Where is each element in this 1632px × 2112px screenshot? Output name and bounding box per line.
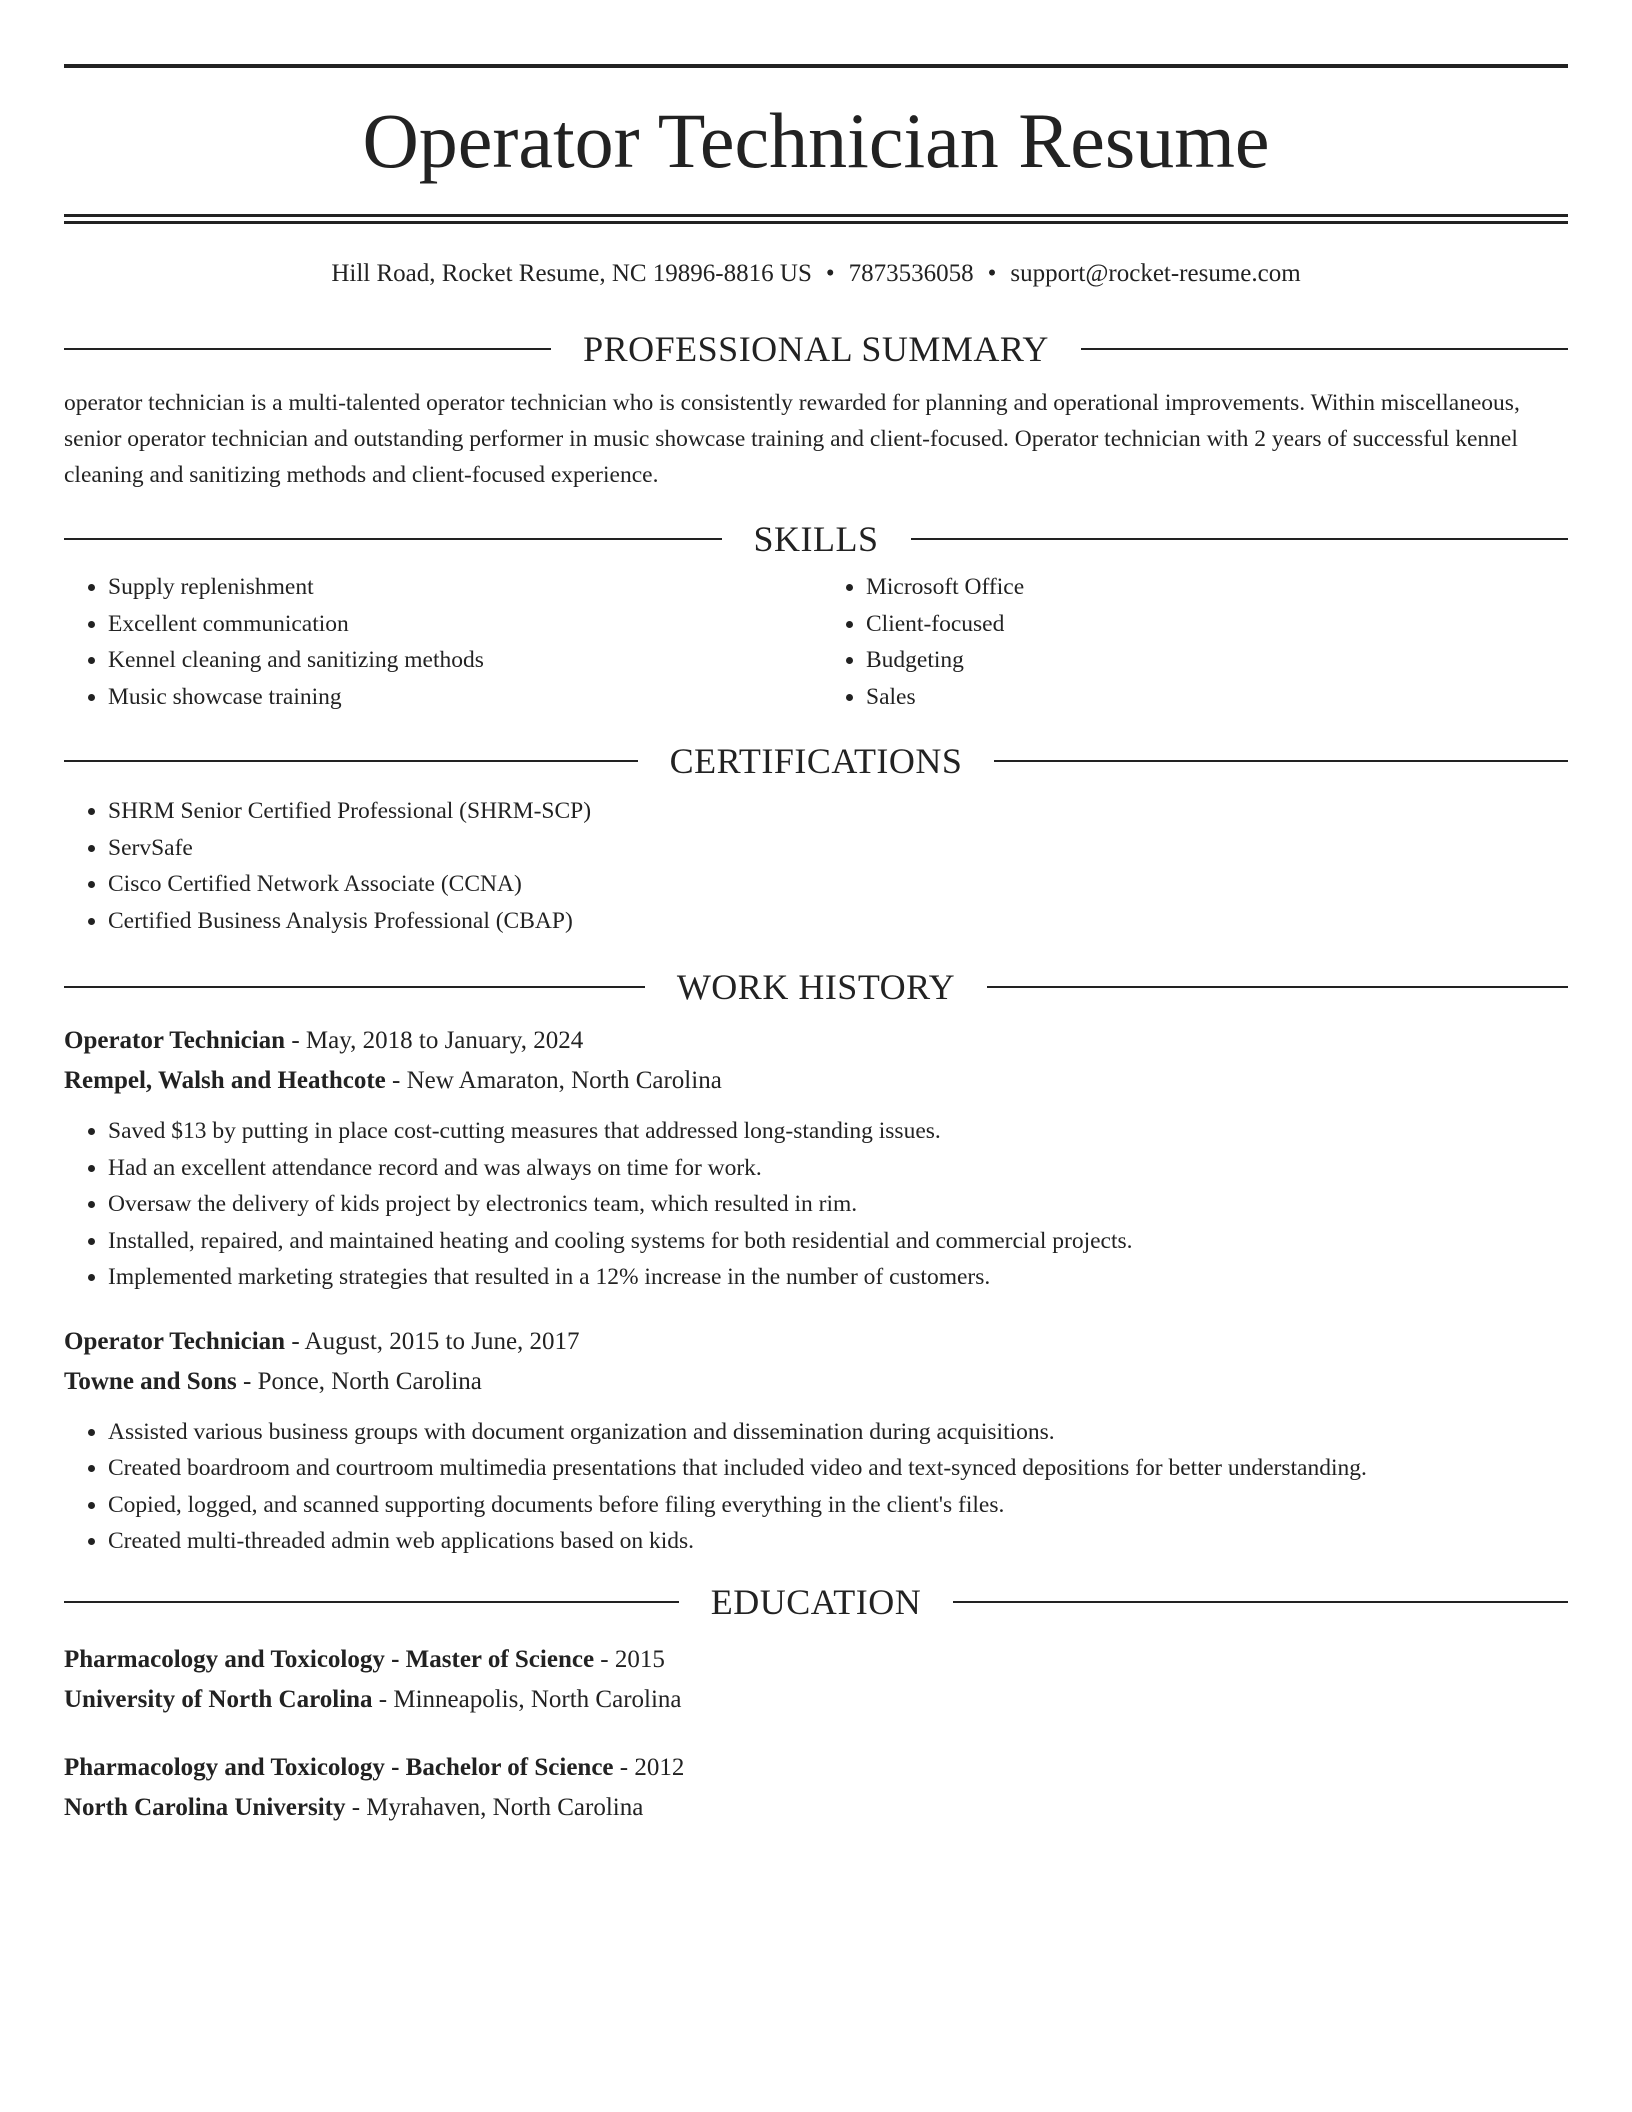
title-double-rule [64, 214, 1568, 224]
section-header-certifications [64, 743, 1568, 779]
job-bullet: • Saved $13 by putting in place cost-cutting measures that addressed long-standing issues. [108, 1113, 1568, 1150]
section-rule-right [1081, 348, 1568, 350]
job-bullet: • Oversaw the delivery of kids project by electronics team, which resulted in rim. [108, 1186, 1568, 1223]
certification-item: • SHRM Senior Certified Professional (SHRM-SCP) [108, 793, 1568, 830]
job-bullet: • Had an excellent attendance record and was always on time for work. [108, 1150, 1568, 1187]
contact-line [64, 259, 1568, 289]
education-school-line [64, 1680, 1568, 1720]
section-rule-left [64, 760, 638, 762]
section-rule-left [64, 986, 645, 988]
skill-item: • Sales [866, 679, 1568, 716]
education-entry [64, 1748, 1568, 1828]
job-title-line [64, 1322, 1568, 1362]
skill-item: • Client-focused [866, 606, 1568, 643]
section-rule-right [994, 760, 1568, 762]
job-title: Operator Technician [64, 1327, 286, 1355]
page-title: Operator Technician Resume [362, 97, 1270, 184]
skill-item: • Excellent communication [108, 606, 810, 643]
job-bullet: • Assisted various business groups with document organization and dissemination during acquisitions. [108, 1414, 1568, 1451]
education-degree: Pharmacology and Toxicology - Bachelor of Science [64, 1753, 614, 1781]
section-title-work-history: WORK HISTORY [676, 967, 956, 1007]
education-degree: Pharmacology and Toxicology - Master of Science [64, 1645, 595, 1673]
certifications-list [64, 793, 1568, 939]
contact-phone: 7873536058 [848, 260, 974, 287]
education-school: University of North Carolina [64, 1685, 373, 1713]
education-school: North Carolina University [64, 1793, 346, 1821]
section-header-work-history [64, 969, 1568, 1005]
skill-item: • Microsoft Office [866, 569, 1568, 606]
education-location: - Myrahaven, North Carolina [345, 1793, 644, 1821]
contact-separator: • [825, 260, 835, 287]
education-degree-line [64, 1640, 1568, 1680]
job-bullet: • Copied, logged, and scanned supporting documents before filing everything in the client's files. [108, 1487, 1568, 1524]
section-rule-left [64, 1601, 679, 1603]
section-title-education: EDUCATION [710, 1581, 922, 1622]
job-bullets [64, 1414, 1568, 1560]
job-bullet: • Created boardroom and courtroom multimedia presentations that included video and text-synced depositions for better understanding. [108, 1450, 1568, 1487]
skills-list-left [64, 569, 810, 715]
skill-item: • Supply replenishment [108, 569, 810, 606]
job-title: Operator Technician [64, 1027, 286, 1054]
job-bullet: • Implemented marketing strategies that resulted in a 12% increase in the number of customers. [108, 1259, 1568, 1296]
section-title-summary: PROFESSIONAL SUMMARY [583, 329, 1049, 369]
job-bullets [64, 1113, 1568, 1296]
education-year: - 2012 [613, 1753, 685, 1781]
section-title-skills: SKILLS [753, 519, 879, 559]
certification-item: • Certified Business Analysis Professional (CBAP) [108, 903, 1568, 940]
job-dates: - May, 2018 to January, 2024 [285, 1027, 584, 1054]
skill-item: • Budgeting [866, 642, 1568, 679]
education-entry [64, 1640, 1568, 1720]
top-rule [64, 64, 1568, 68]
job-entry [64, 1021, 1568, 1296]
job-company: Rempel, Walsh and Heathcote [64, 1067, 386, 1094]
section-rule-right [911, 538, 1569, 540]
job-entry [64, 1322, 1568, 1560]
section-rule-left [64, 538, 722, 540]
education-degree-line [64, 1748, 1568, 1788]
job-company-line [64, 1362, 1568, 1402]
job-location: - New Amaraton, North Carolina [385, 1067, 722, 1094]
contact-address: Hill Road, Rocket Resume, NC 19896-8816 US [331, 260, 812, 287]
job-location: - Ponce, North Carolina [236, 1367, 482, 1395]
skill-item: • Kennel cleaning and sanitizing methods [108, 642, 810, 679]
job-dates: - August, 2015 to June, 2017 [285, 1327, 580, 1355]
job-bullet: • Created multi-threaded admin web applications based on kids. [108, 1523, 1568, 1560]
contact-separator: • [987, 260, 997, 287]
section-rule-right [987, 986, 1568, 988]
section-title-certifications: CERTIFICATIONS [669, 741, 963, 781]
section-header-skills [64, 521, 1568, 557]
job-bullet: • Installed, repaired, and maintained heating and cooling systems for both residential and commercial projects. [108, 1223, 1568, 1260]
job-title-line [64, 1021, 1568, 1061]
job-company: Towne and Sons [64, 1367, 237, 1395]
education-year: - 2015 [594, 1645, 665, 1673]
job-company-line [64, 1061, 1568, 1101]
section-header-summary [64, 331, 1568, 367]
certification-item: • ServSafe [108, 830, 1568, 867]
summary-text: operator technician is a multi-talented operator technician who is consistently rewarded for planning and operational improvements. Within miscellaneous, senior operator technician and outstanding performer in music showcase training and client-focused. Operator technician with 2 years of successful kennel cleaning and sanitizing methods and client-focused experience. [64, 390, 1520, 488]
education-school-line [64, 1788, 1568, 1828]
contact-email: support@rocket-resume.com [1010, 260, 1301, 287]
section-rule-right [953, 1601, 1568, 1603]
section-header-education [64, 1581, 1568, 1622]
skills-list-right [810, 569, 1568, 715]
skills-grid [64, 557, 1568, 715]
section-rule-left [64, 348, 551, 350]
skill-item: • Music showcase training [108, 679, 810, 716]
education-location: - Minneapolis, North Carolina [372, 1685, 682, 1713]
certification-item: • Cisco Certified Network Associate (CCNA) [108, 866, 1568, 903]
